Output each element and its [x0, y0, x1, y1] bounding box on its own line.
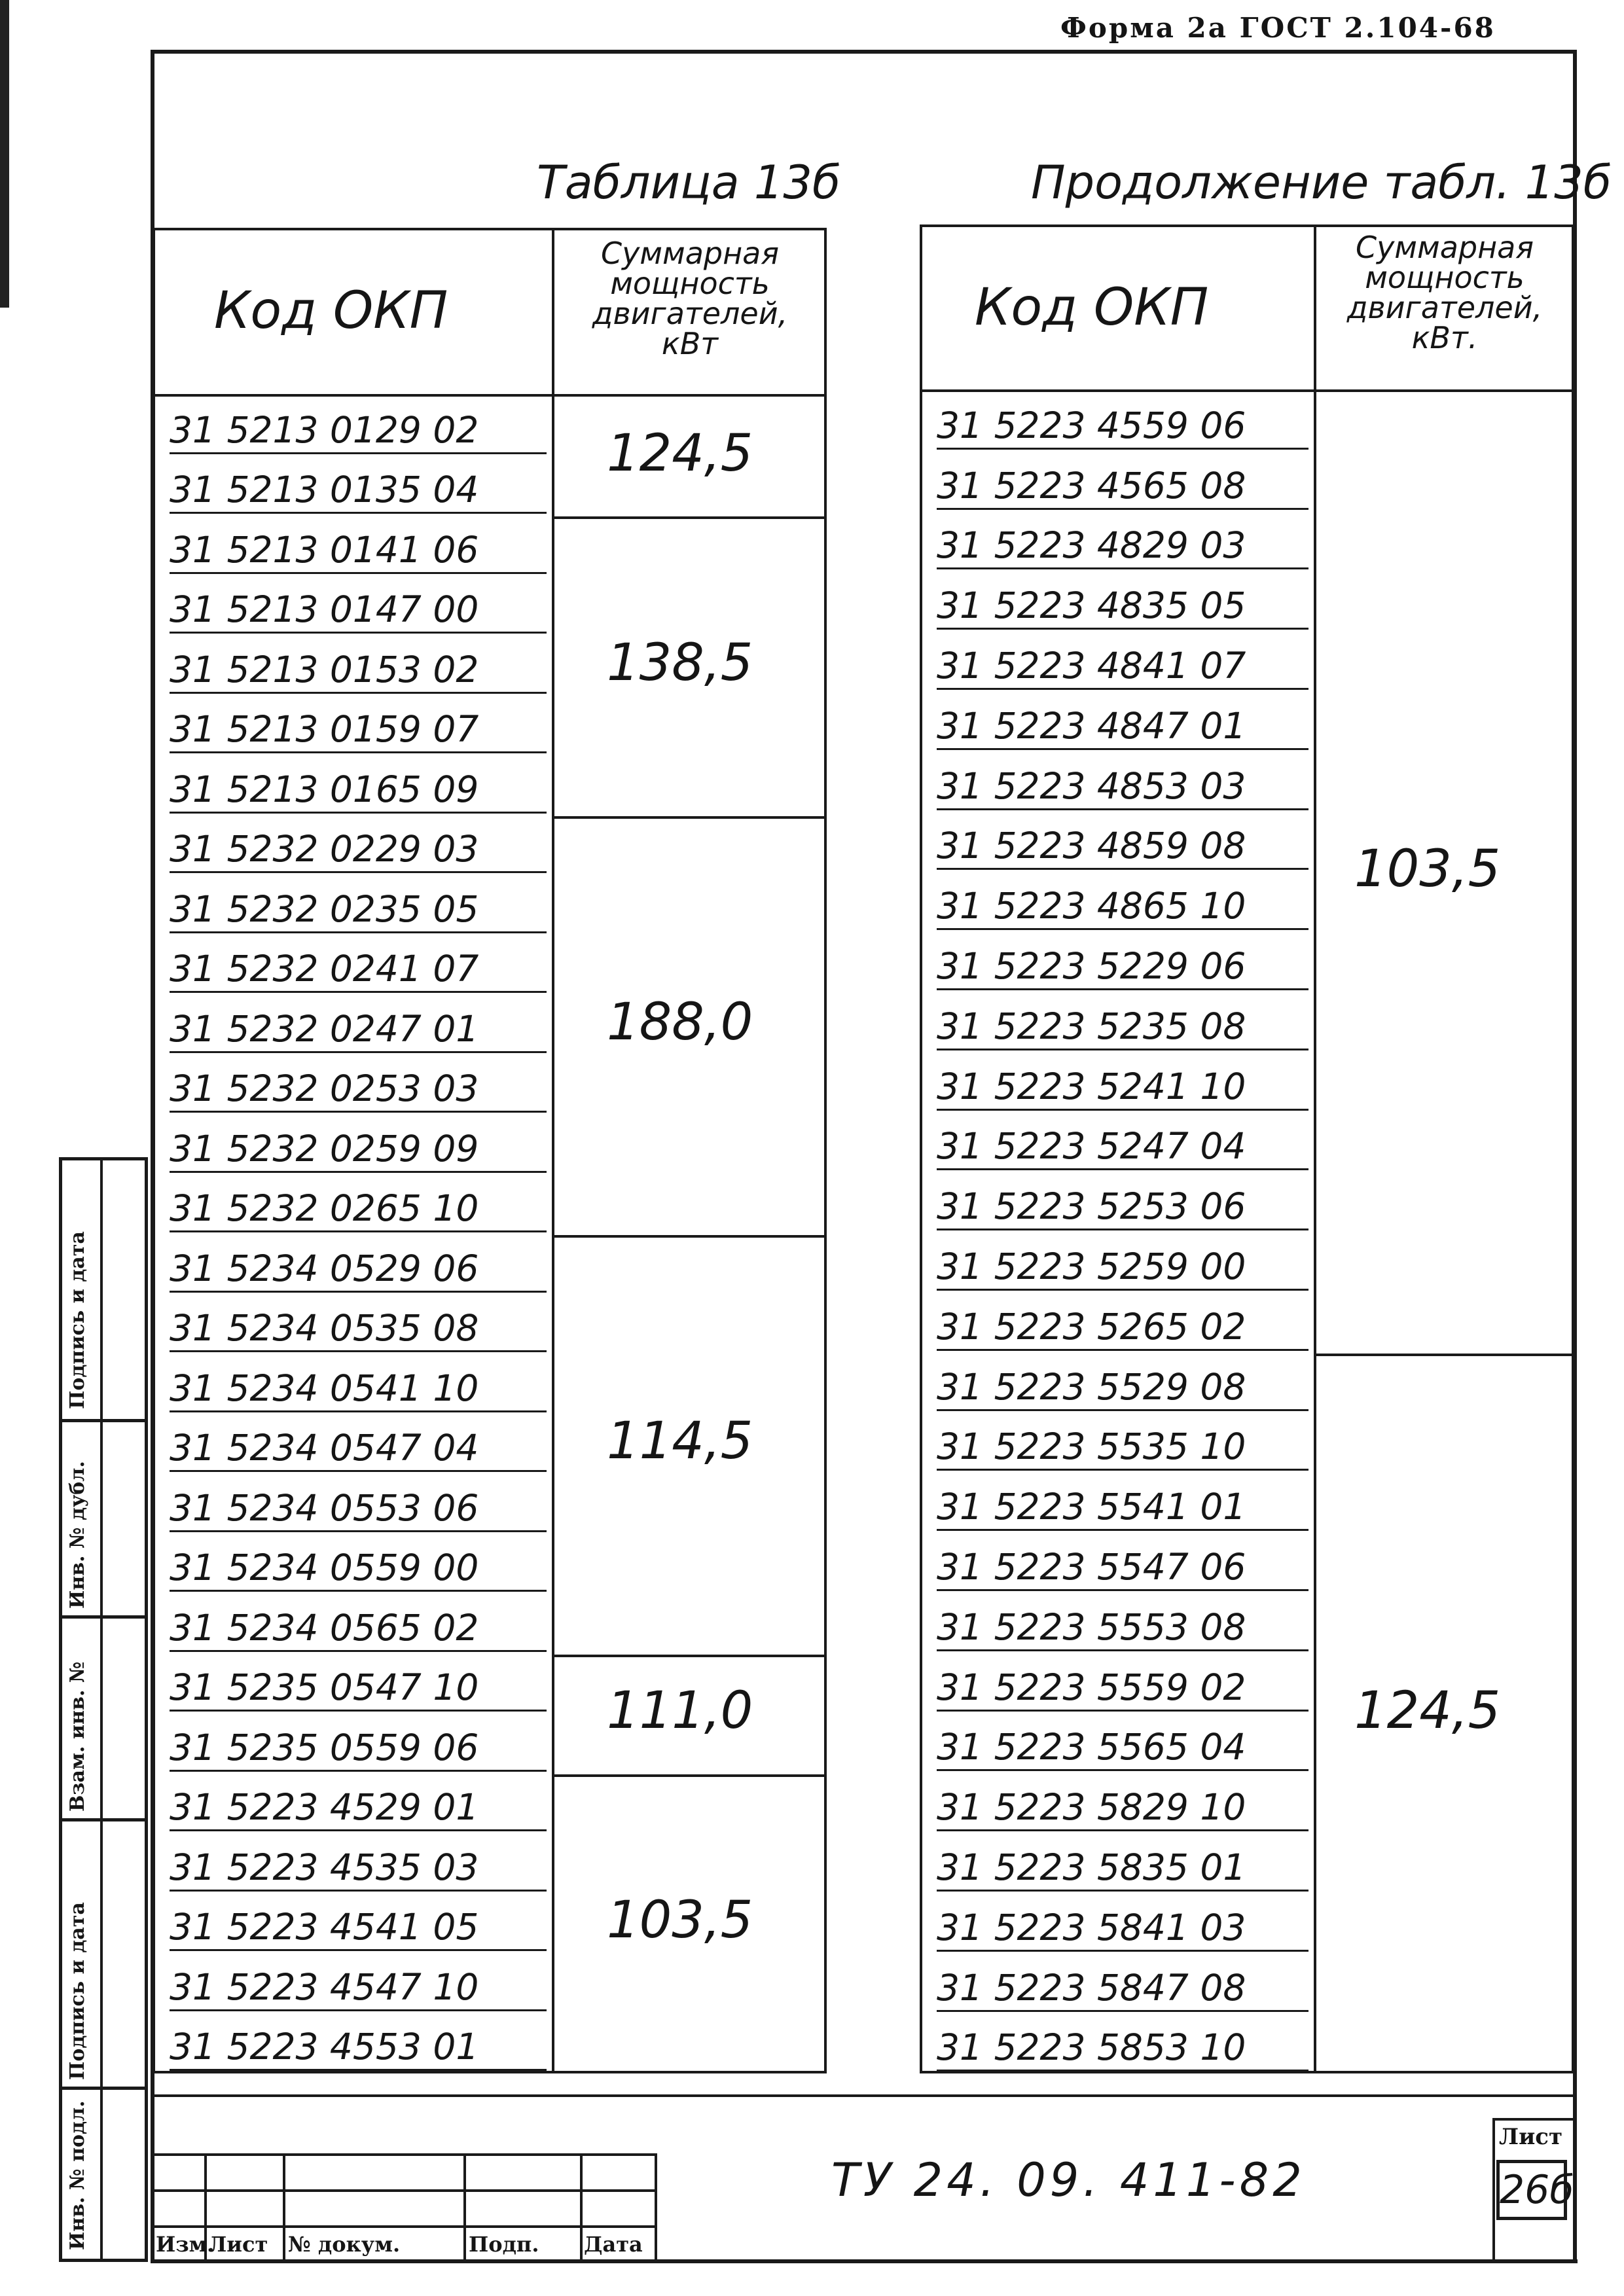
okp-code: 31 5223 5253 06	[937, 1189, 1308, 1230]
table-row	[922, 1834, 1314, 1894]
table-row	[922, 993, 1314, 1053]
okp-code: 31 5223 4541 05	[170, 1909, 547, 1951]
okp-code: 31 5223 5235 08	[937, 1009, 1308, 1050]
stamp-label-sign-date-1: Подпись и дата	[66, 1231, 89, 1409]
table-row	[155, 876, 552, 936]
table-row	[922, 1293, 1314, 1354]
power-value: 188,0	[607, 992, 753, 1052]
okp-code: 31 5213 0159 07	[170, 711, 547, 753]
stamp-cell-sign-date-1	[62, 1160, 145, 1422]
table-row	[922, 1594, 1314, 1654]
title-block-top-line	[153, 2094, 1576, 2097]
title-block-col-line-5	[655, 2153, 657, 2261]
scan-edge-mark	[0, 0, 9, 308]
table-row	[155, 1175, 552, 1236]
table-row	[922, 872, 1314, 933]
left-header-power: Суммарная мощность двигателей, кВт	[592, 236, 788, 361]
table-row	[922, 1654, 1314, 1714]
tb-label-doc: № докум.	[288, 2232, 401, 2257]
okp-code: 31 5223 4559 06	[937, 408, 1308, 450]
document-code: ТУ 24. 09. 411-82	[831, 2153, 1306, 2207]
table-row	[922, 1714, 1314, 1774]
table-row	[922, 1233, 1314, 1293]
table-row	[155, 516, 552, 577]
okp-code: 31 5232 0241 07	[170, 951, 547, 993]
table-row	[155, 1714, 552, 1774]
table-row	[922, 1354, 1314, 1414]
okp-code: 31 5223 4829 03	[937, 528, 1308, 569]
title-block-col-line-3	[463, 2153, 466, 2261]
table-row	[155, 1834, 552, 1894]
table-row	[155, 397, 552, 457]
table-row	[155, 1355, 552, 1415]
okp-code: 31 5213 0141 06	[170, 532, 547, 574]
okp-code: 31 5232 0265 10	[170, 1191, 547, 1232]
okp-code: 31 5223 4865 10	[937, 888, 1308, 930]
tb-label-izm: Изм.	[156, 2232, 215, 2257]
okp-code: 31 5213 0135 04	[170, 472, 547, 514]
okp-code: 31 5223 5565 04	[937, 1729, 1308, 1771]
okp-code: 31 5223 4565 08	[937, 468, 1308, 510]
okp-code: 31 5223 5559 02	[937, 1670, 1308, 1712]
okp-code: 31 5223 5547 06	[937, 1549, 1308, 1591]
okp-code: 31 5235 0559 06	[170, 1730, 547, 1772]
power-value: 124,5	[1354, 1681, 1501, 1740]
power-value: 103,5	[607, 1891, 753, 1950]
left-table	[153, 228, 827, 2073]
table-row	[922, 692, 1314, 753]
table-row	[155, 996, 552, 1056]
stamp-label-replace-inv: Взам. инв. №	[66, 1661, 89, 1812]
okp-code: 31 5223 4529 01	[170, 1789, 547, 1831]
okp-code: 31 5213 0147 00	[170, 592, 547, 634]
group-divider	[1314, 1354, 1572, 1356]
okp-code: 31 5223 5265 02	[937, 1309, 1308, 1351]
okp-code: 31 5223 4835 05	[937, 588, 1308, 630]
okp-code: 31 5223 4841 07	[937, 648, 1308, 690]
okp-code: 31 5234 0547 04	[170, 1430, 547, 1472]
okp-code: 31 5223 5241 10	[937, 1069, 1308, 1111]
table-row	[155, 636, 552, 696]
okp-code: 31 5223 4847 01	[937, 708, 1308, 750]
table-row	[155, 1235, 552, 1295]
table-row	[922, 933, 1314, 993]
stamp-label-sign-date-2: Подпись и дата	[66, 1902, 89, 2080]
right-header-power: Суммарная мощность двигателей, кВт.	[1346, 230, 1543, 355]
table-row	[922, 1173, 1314, 1233]
okp-code: 31 5232 0235 05	[170, 891, 547, 933]
table-row	[155, 1415, 552, 1475]
okp-code: 31 5223 5841 03	[937, 1910, 1308, 1952]
stamp-label-orig-inv: Инв. № подл.	[66, 2100, 89, 2250]
form-note: Форма 2а ГОСТ 2.104-68	[1060, 12, 1496, 44]
okp-code: 31 5223 5541 01	[937, 1489, 1308, 1531]
power-value: 138,5	[607, 633, 753, 692]
table-row	[155, 1894, 552, 1954]
okp-code: 31 5234 0553 06	[170, 1490, 547, 1532]
table-row	[922, 2015, 1314, 2075]
table-row	[922, 452, 1314, 512]
okp-code: 31 5213 0153 02	[170, 652, 547, 694]
table-row	[922, 632, 1314, 692]
tb-label-list: Лист	[208, 2232, 268, 2257]
okp-code: 31 5234 0559 00	[170, 1550, 547, 1592]
right-table-title: Продолжение табл. 13б	[1031, 156, 1612, 209]
title-block-sheet-top	[1492, 2118, 1576, 2121]
okp-code: 31 5234 0529 06	[170, 1251, 547, 1293]
stamp-cell-replace-inv	[62, 1619, 145, 1821]
okp-code: 31 5232 0247 01	[170, 1011, 547, 1053]
okp-code: 31 5232 0259 09	[170, 1131, 547, 1173]
group-divider	[552, 1774, 824, 1777]
table-row	[155, 816, 552, 876]
table-row	[155, 2014, 552, 2074]
okp-code: 31 5223 5259 00	[937, 1249, 1308, 1291]
table-row	[155, 1655, 552, 1715]
okp-code: 31 5223 5535 10	[937, 1429, 1308, 1471]
okp-code: 31 5232 0253 03	[170, 1071, 547, 1113]
okp-code: 31 5213 0129 02	[170, 412, 547, 454]
table-row	[922, 1954, 1314, 2015]
okp-code: 31 5223 5829 10	[937, 1789, 1308, 1831]
group-divider	[552, 516, 824, 519]
table-row	[155, 1115, 552, 1175]
table-row	[922, 1534, 1314, 1594]
table-row	[155, 1774, 552, 1835]
table-row	[922, 1894, 1314, 1954]
okp-code: 31 5213 0165 09	[170, 772, 547, 814]
table-row	[922, 753, 1314, 813]
frame-bottom	[151, 2259, 1578, 2263]
table-row	[155, 577, 552, 637]
table-row	[155, 696, 552, 757]
group-divider	[552, 816, 824, 819]
table-row	[155, 1535, 552, 1595]
table-row	[922, 1473, 1314, 1534]
power-value: 114,5	[607, 1412, 753, 1471]
table-row	[155, 756, 552, 816]
sheet-label: Лист	[1499, 2124, 1563, 2150]
right-header-code: Код ОКП	[975, 278, 1209, 337]
left-table-title: Таблица 13б	[537, 156, 841, 209]
stamp-label-dup-inv: Инв. № дубл.	[66, 1461, 89, 1609]
okp-code: 31 5223 5853 10	[937, 2030, 1308, 2072]
okp-code: 31 5223 4859 08	[937, 828, 1308, 870]
table-row	[155, 457, 552, 517]
tb-label-date: Дата	[584, 2232, 643, 2257]
table-row	[922, 572, 1314, 632]
right-column-divider	[1314, 227, 1316, 2071]
left-column-divider	[552, 230, 554, 2071]
okp-code: 31 5223 5247 04	[937, 1128, 1308, 1170]
frame-top	[153, 50, 1576, 54]
table-row	[155, 1056, 552, 1116]
okp-code: 31 5223 4547 10	[170, 1969, 547, 2011]
table-row	[922, 1113, 1314, 1174]
sheet-number: 26б	[1496, 2160, 1567, 2220]
group-divider	[552, 1235, 824, 1238]
group-divider	[552, 1655, 824, 1657]
side-stamp	[59, 1157, 148, 2262]
stamp-cell-sign-date-2	[62, 1821, 145, 2090]
table-row	[922, 1774, 1314, 1834]
okp-code: 31 5234 0535 08	[170, 1310, 547, 1352]
table-row	[155, 1954, 552, 2014]
table-row	[922, 512, 1314, 573]
power-value: 111,0	[607, 1681, 753, 1740]
title-block-col-line-2	[283, 2153, 285, 2261]
power-value: 103,5	[1354, 840, 1501, 899]
title-block-col-line-6	[1492, 2118, 1495, 2261]
okp-code: 31 5223 5553 08	[937, 1609, 1308, 1651]
okp-code: 31 5223 4853 03	[937, 768, 1308, 810]
left-header-code: Код ОКП	[214, 281, 448, 340]
table-row	[155, 1295, 552, 1355]
tb-label-sign: Подп.	[469, 2232, 539, 2257]
okp-code: 31 5234 0541 10	[170, 1371, 547, 1412]
okp-code: 31 5235 0547 10	[170, 1670, 547, 1712]
okp-code: 31 5223 5847 08	[937, 1970, 1308, 2012]
table-row	[922, 1053, 1314, 1113]
okp-code: 31 5232 0229 03	[170, 831, 547, 873]
table-row	[155, 936, 552, 996]
okp-code: 31 5223 5229 06	[937, 948, 1308, 990]
okp-code: 31 5223 4535 03	[170, 1850, 547, 1892]
table-row	[922, 392, 1314, 452]
title-block-col-line-4	[580, 2153, 583, 2261]
table-row	[922, 1414, 1314, 1474]
okp-code: 31 5234 0565 02	[170, 1610, 547, 1652]
power-value: 124,5	[607, 423, 753, 483]
okp-code: 31 5223 5529 08	[937, 1369, 1308, 1411]
table-row	[155, 1475, 552, 1535]
okp-code: 31 5223 5835 01	[937, 1850, 1308, 1892]
table-row	[155, 1594, 552, 1655]
stamp-cell-orig-inv	[62, 2090, 145, 2259]
okp-code: 31 5223 4553 01	[170, 2029, 547, 2071]
table-row	[922, 813, 1314, 873]
stamp-cell-dup-inv	[62, 1422, 145, 1619]
right-table	[920, 224, 1574, 2073]
